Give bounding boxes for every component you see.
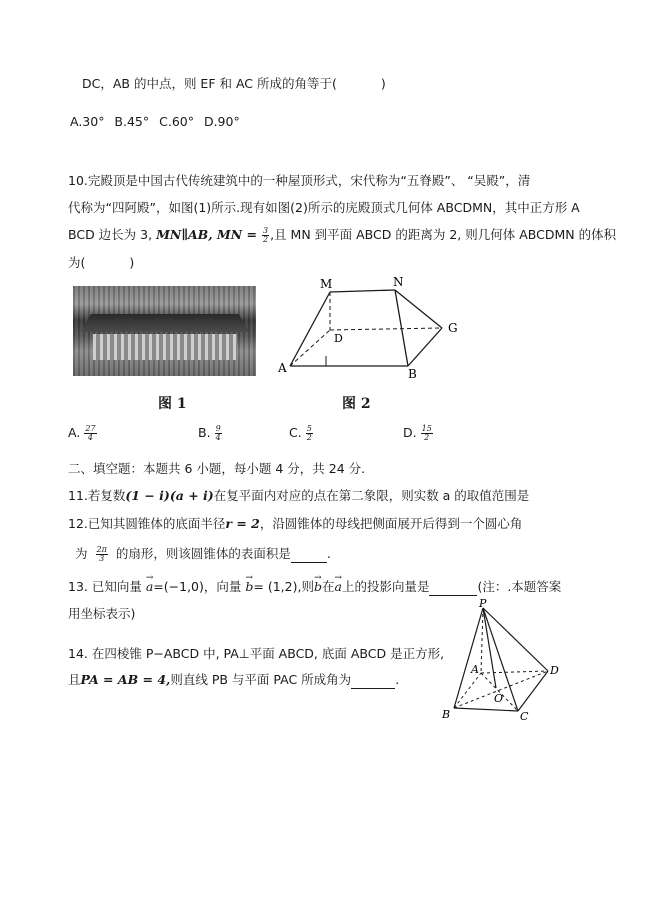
label-B-pyr: B xyxy=(442,708,451,721)
label-A: A xyxy=(278,361,287,375)
figure2-caption: 图 2 xyxy=(342,396,371,412)
label-C-pyr: C xyxy=(520,710,529,723)
pyramid-diagram xyxy=(436,598,576,723)
label-O: O xyxy=(494,692,504,705)
label-G: G xyxy=(448,321,458,335)
q14-line1: 14. 在四棱锥 P−ABCD 中, PA⊥平面 ABCD, 底面 ABCD 是正方形, xyxy=(68,646,445,661)
q10-option-b: B. $\frac{9}{4}$ xyxy=(198,424,221,442)
vector-a: → a xyxy=(146,578,153,596)
label-B: B xyxy=(408,367,417,381)
q12-line1: 12.已知其圆锥体的底面半径r = 2，沿圆锥体的母线把侧面展开后得到一个圆心角 xyxy=(68,516,523,531)
hip-roof-diagram xyxy=(270,272,470,382)
q13-line1: 13. 已知向量 → a=(−1,0)，向量 → b= (1,2),则→ b在→ a上的投影向量是 (注：.本题答案 xyxy=(68,578,561,596)
vector-b: → b xyxy=(245,578,253,596)
label-P: P xyxy=(479,598,487,610)
fraction-3-2: $\frac{3}{2}$ xyxy=(263,226,269,244)
q12-line2: 为 $\frac{2\pi}{3}$ 的扇形，则该圆锥体的表面积是 . xyxy=(75,545,331,563)
q13-line2: 用坐标表示) xyxy=(68,606,136,621)
q10-line3: BCD 边长为 3, MN∥AB, MN = $\frac{3}{2}$ ,且 MN 到平面 ABCD 的距离为 2, 则几何体 ABCDMN 的体积 xyxy=(68,226,617,244)
q9-options: A.30° B.45° C.60° D.90° xyxy=(70,114,240,129)
q10-option-d: D. $\frac{15}{2}$ xyxy=(403,424,432,442)
q13-answer-blank[interactable] xyxy=(429,583,477,596)
figure1-caption: 图 1 xyxy=(158,396,187,412)
q10-option-a: A. $\frac{27}{4}$ xyxy=(68,424,96,442)
label-M: M xyxy=(320,277,333,291)
q14-line2: 且PA = AB = 4,则直线 PB 与平面 PAC 所成角为 . xyxy=(68,672,400,687)
label-D-pyr: D xyxy=(550,664,559,677)
label-A-pyr: A xyxy=(471,663,479,676)
q14-answer-blank[interactable] xyxy=(351,676,395,689)
q10-line1: 10.完殿顶是中国古代传统建筑中的一种屋顶形式，宋代称为“五脊殿”、 “吴殿”，清 xyxy=(68,173,531,188)
section-2-heading: 二、填空题：本题共 6 小题，每小题 4 分，共 24 分. xyxy=(68,461,366,476)
q10-line2: 代称为“四阿殿”，如图(1)所示.现有如图(2)所示的庑殿顶式几何体 ABCDMN，其中正方形 A xyxy=(68,200,580,215)
label-N: N xyxy=(393,275,404,289)
label-D: D xyxy=(334,332,343,345)
q10-line4: 为( ) xyxy=(68,255,135,270)
q10-option-c: C. $\frac{5}{2}$ xyxy=(289,424,312,442)
q9-stem: DC，AB 的中点，则 EF 和 AC 所成的角等于( ) xyxy=(82,76,386,91)
q11: 11.若复数(1 − i)(a + i)在复平面内对应的点在第二象限，则实数 a 的取值范围是 xyxy=(68,488,530,503)
palace-photo xyxy=(73,286,256,376)
q12-answer-blank[interactable] xyxy=(291,550,327,563)
